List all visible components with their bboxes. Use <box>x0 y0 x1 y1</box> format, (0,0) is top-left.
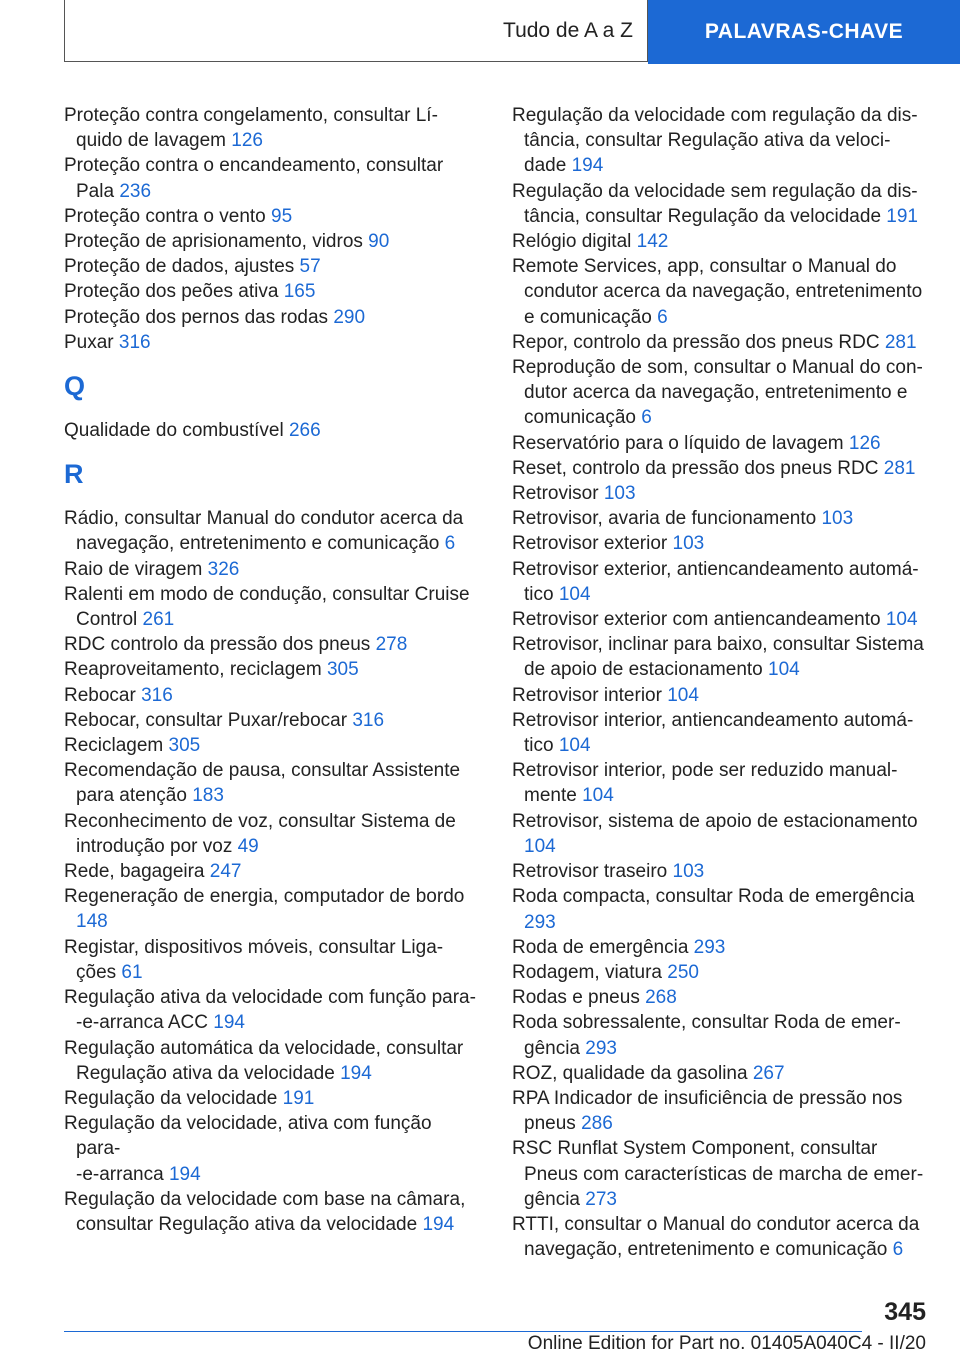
index-entry <box>512 103 924 179</box>
index-entry <box>64 935 476 985</box>
index-entry <box>512 960 924 985</box>
index-entry-text: Retrovisor exterior com antiencandeamento <box>512 609 881 631</box>
page-reference-link[interactable]: 95 <box>271 205 293 227</box>
page-reference-link[interactable]: 104 <box>558 735 591 757</box>
index-entry-text: Rede, bagageira <box>64 861 205 883</box>
index-entry <box>512 809 924 859</box>
index-entry <box>512 884 924 934</box>
page-reference-link[interactable]: 61 <box>121 961 143 983</box>
index-entry <box>64 305 476 330</box>
page-reference-link[interactable]: 250 <box>667 961 699 983</box>
page-reference-link[interactable]: 290 <box>333 306 366 328</box>
page-reference-link[interactable]: 104 <box>667 684 699 706</box>
index-entry-text: Retrovisor interior, pode ser reduzido manualmente <box>512 760 898 807</box>
page-reference-link[interactable]: 293 <box>524 911 556 933</box>
page-reference-link[interactable]: 305 <box>326 659 359 681</box>
edition-footer: Online Edition for Part no. 01405A040C4 - II/20 <box>527 1333 926 1354</box>
page-reference-link[interactable]: 267 <box>752 1062 785 1084</box>
index-entry <box>64 254 476 279</box>
page-reference-link[interactable]: 6 <box>657 306 668 328</box>
index-entry <box>64 557 476 582</box>
page-reference-link[interactable]: 103 <box>672 533 705 555</box>
index-entry-text: Reciclagem <box>64 735 164 757</box>
page-reference-link[interactable]: 194 <box>422 1213 455 1235</box>
page-reference-link[interactable]: 148 <box>76 911 108 933</box>
index-entry-text: Roda de emergência <box>512 936 689 958</box>
index-entry <box>512 1136 924 1212</box>
page-reference-link[interactable]: 316 <box>118 331 151 353</box>
index-entry <box>64 884 476 934</box>
index-entry <box>512 935 924 960</box>
index-entry-text: Qualidade do combustível <box>64 420 284 442</box>
index-entry <box>512 330 924 355</box>
index-entry-text: Regulação da velocidade, ativa com função para- -e-arranca <box>64 1113 432 1185</box>
index-entry <box>64 859 476 884</box>
index-entry <box>512 632 930 682</box>
index-entry-text: Retrovisor traseiro <box>512 861 668 883</box>
page-reference-link[interactable]: 261 <box>142 609 175 631</box>
index-entry <box>64 1111 476 1187</box>
section-title: Tudo de A a Z <box>64 0 648 62</box>
index-entry <box>64 103 476 153</box>
page-reference-link[interactable]: 194 <box>213 1012 245 1034</box>
index-entry <box>512 557 924 607</box>
index-entry <box>64 1086 476 1111</box>
index-entry <box>64 758 476 808</box>
index-entry-text: Proteção de dados, ajustes <box>64 256 295 278</box>
index-entry-text: Rodagem, viatura <box>512 961 662 983</box>
index-entry-text: Regulação da velocidade sem regulação da distância, consultar Regulação da velocidade <box>512 180 918 227</box>
page-reference-link[interactable]: 194 <box>168 1163 201 1185</box>
index-entry <box>512 456 924 481</box>
footer-divider <box>64 1331 862 1332</box>
page-reference-link[interactable]: 316 <box>141 684 173 706</box>
index-entry <box>512 179 924 229</box>
page-reference-link[interactable]: 126 <box>231 130 263 152</box>
index-entry <box>512 506 924 531</box>
index-entry <box>512 708 924 758</box>
index-entry-text: Retrovisor, sistema de apoio de estacionamento <box>512 810 918 832</box>
index-entry <box>512 683 924 708</box>
page-number: 345 <box>884 1298 926 1326</box>
index-entry <box>512 355 924 431</box>
index-entry <box>64 506 476 556</box>
page-reference-link[interactable]: 183 <box>192 785 224 807</box>
index-entry-text: Regulação da velocidade com regulação da distância, consultar Regulação ativa da velocidade <box>512 105 918 177</box>
index-letter-heading: Q <box>64 371 86 402</box>
index-entry-text: Regulação da velocidade <box>64 1087 278 1109</box>
page-reference-link[interactable]: 126 <box>848 432 881 454</box>
page-reference-link[interactable]: 191 <box>282 1087 315 1109</box>
index-entry-text: RTTI, consultar o Manual do condutor acerca da navegação, entretenimento e comunicação <box>512 1213 925 1261</box>
index-entry-text: Reconhecimento de voz, consultar Sistema de introdução por voz <box>64 810 462 857</box>
index-entry <box>64 279 476 304</box>
index-entry-text: Proteção dos peões ativa <box>64 281 279 303</box>
index-entry <box>64 1036 476 1086</box>
page-reference-link[interactable]: 104 <box>524 835 556 857</box>
index-entry <box>512 254 928 330</box>
index-entry-text: Registar, dispositivos móveis, consultar Ligações <box>64 936 444 983</box>
index-entry <box>64 582 476 632</box>
page-reference-link[interactable]: 281 <box>883 457 916 479</box>
index-entry-text: Relógio digital <box>512 231 632 253</box>
index-entry-text: Rádio, consultar Manual do condutor acerca da navegação, entretenimento e comunicação <box>64 508 469 555</box>
index-entry <box>512 481 924 506</box>
index-entry-text: Roda sobressalente, consultar Roda de emergência <box>512 1012 901 1059</box>
page-reference-link[interactable]: 103 <box>672 861 705 883</box>
page-reference-link[interactable]: 266 <box>288 420 321 442</box>
index-entry-text: Proteção dos pernos das rodas <box>64 306 329 328</box>
index-entry-text: Regulação ativa da velocidade com função para- -e-arranca ACC <box>64 987 476 1034</box>
page-reference-link[interactable]: 103 <box>603 483 636 505</box>
page-reference-link[interactable]: 293 <box>693 936 726 958</box>
index-entry <box>512 1086 924 1136</box>
page-reference-link[interactable]: 268 <box>645 987 677 1009</box>
page-reference-link[interactable]: 142 <box>636 231 669 253</box>
index-entry-text: Reprodução de som, consultar o Manual do condutor acerca da navegação, entretenimento e comunicação <box>512 357 923 429</box>
index-entry <box>64 985 476 1035</box>
page-reference-link[interactable]: 165 <box>283 281 316 303</box>
index-entry-text: Raio de viragem <box>64 558 203 580</box>
page-reference-link[interactable]: 194 <box>571 155 604 177</box>
page-reference-link[interactable]: 326 <box>207 558 240 580</box>
index-entry-text: Reaproveitamento, reciclagem <box>64 659 322 681</box>
index-entry-text: Proteção contra o vento <box>64 205 266 227</box>
index-entry <box>512 531 924 556</box>
keywords-tab: PALAVRAS-CHAVE <box>648 0 960 64</box>
index-entry <box>512 985 924 1010</box>
page-reference-link[interactable]: 104 <box>768 659 800 681</box>
index-entry-text: Remote Services, app, consultar o Manual do condutor acerca da navegação, entretenimento e comunicação <box>512 256 928 328</box>
index-entry-text: RDC controlo da pressão dos pneus <box>64 634 371 656</box>
index-entry <box>64 418 476 443</box>
page-header <box>64 0 960 64</box>
index-entry-text: Retrovisor <box>512 483 599 505</box>
index-entry-text: Retrovisor exterior <box>512 533 668 555</box>
index-entry-text: Regulação automática da velocidade, consultar Regulação ativa da velocidade <box>64 1037 469 1084</box>
index-entry-text: Retrovisor, inclinar para baixo, consultar Sistema de apoio de estacionamento <box>512 634 930 681</box>
index-entry <box>64 733 476 758</box>
index-entry-text: Retrovisor interior, antiencandeamento automático <box>512 709 914 757</box>
index-entry <box>64 632 476 657</box>
page-reference-link[interactable]: 57 <box>299 256 321 278</box>
page-reference-link[interactable]: 104 <box>558 583 591 605</box>
index-entry <box>64 153 476 203</box>
page-reference-link[interactable]: 191 <box>886 205 918 227</box>
index-entry <box>64 330 476 355</box>
index-entry-text: Repor, controlo da pressão dos pneus RDC <box>512 331 880 353</box>
index-entry <box>64 657 476 682</box>
page-reference-link[interactable]: 305 <box>168 735 201 757</box>
page-reference-link[interactable]: 6 <box>641 407 652 429</box>
index-entry-text: Retrovisor interior <box>512 684 662 706</box>
index-entry <box>512 1061 924 1086</box>
index-entry-text: Rebocar <box>64 684 136 706</box>
index-entry-text: Reservatório para o líquido de lavagem <box>512 432 844 454</box>
page-reference-link[interactable]: 273 <box>585 1188 617 1210</box>
index-entry <box>512 1010 924 1060</box>
page-reference-link[interactable]: 281 <box>884 331 917 353</box>
index-entry-text: Rebocar, consultar Puxar/rebocar <box>64 709 348 731</box>
index-entry-text: RSC Runflat System Component, consultar Pneus com características de marcha de emergência <box>512 1138 924 1210</box>
index-entry-text: Proteção de aprisionamento, vidros <box>64 231 363 253</box>
index-entry <box>64 708 476 733</box>
page-reference-link[interactable]: 278 <box>375 634 408 656</box>
index-entry <box>64 204 476 229</box>
page-reference-link[interactable]: 293 <box>585 1037 617 1059</box>
page-reference-link[interactable]: 6 <box>444 533 456 555</box>
index-entry <box>64 229 476 254</box>
page-reference-link[interactable]: 236 <box>119 180 152 202</box>
index-entry-text: Recomendação de pausa, consultar Assistente para atenção <box>64 760 466 807</box>
index-entry <box>512 758 924 808</box>
page-reference-link[interactable]: 316 <box>352 709 385 731</box>
index-entry-text: Roda compacta, consultar Roda de emergência <box>512 886 915 908</box>
index-entry-text: RPA Indicador de insuficiência de pressão nos pneus <box>512 1087 908 1135</box>
index-entry <box>512 431 924 456</box>
page-reference-link[interactable]: 104 <box>885 609 918 631</box>
page-reference-link[interactable]: 49 <box>237 835 259 857</box>
page-reference-link[interactable]: 194 <box>340 1062 372 1084</box>
index-entry-text: Rodas e pneus <box>512 987 640 1009</box>
index-entry <box>512 607 924 632</box>
index-entry-text: Retrovisor exterior, antiencandeamento automático <box>512 558 919 605</box>
index-entry-text: ROZ, qualidade da gasolina <box>512 1062 748 1084</box>
index-entry <box>64 809 476 859</box>
index-entry-text: Proteção contra o encandeamento, consultar Pala <box>64 155 449 202</box>
page-reference-link[interactable]: 104 <box>582 785 614 807</box>
page-reference-link[interactable]: 103 <box>821 508 854 530</box>
index-column-right <box>512 103 930 1262</box>
index-entry <box>64 1187 476 1237</box>
index-entry-text: Puxar <box>64 331 114 353</box>
index-entry <box>512 229 924 254</box>
index-entry <box>512 859 924 884</box>
index-entry-text: Reset, controlo da pressão dos pneus RDC <box>512 457 879 479</box>
page-reference-link[interactable]: 247 <box>209 861 242 883</box>
index-entry <box>64 683 476 708</box>
index-entry-text: Regeneração de energia, computador de bordo <box>64 886 465 908</box>
index-entry-text: Ralenti em modo de condução, consultar Cruise Control <box>64 583 475 631</box>
page-reference-link[interactable]: 6 <box>892 1239 904 1261</box>
index-letter-heading: R <box>64 459 84 490</box>
page-reference-link[interactable]: 286 <box>581 1113 613 1135</box>
index-column-left <box>64 103 476 1237</box>
index-entry-text: Regulação da velocidade com base na câmara, consultar Regulação ativa da velocidade <box>64 1188 471 1235</box>
page-reference-link[interactable]: 90 <box>368 231 390 253</box>
index-entry-text: Retrovisor, avaria de funcionamento <box>512 508 817 530</box>
index-entry <box>512 1212 924 1262</box>
index-entry-text: Proteção contra congelamento, consultar Líquido de lavagem <box>64 105 438 152</box>
